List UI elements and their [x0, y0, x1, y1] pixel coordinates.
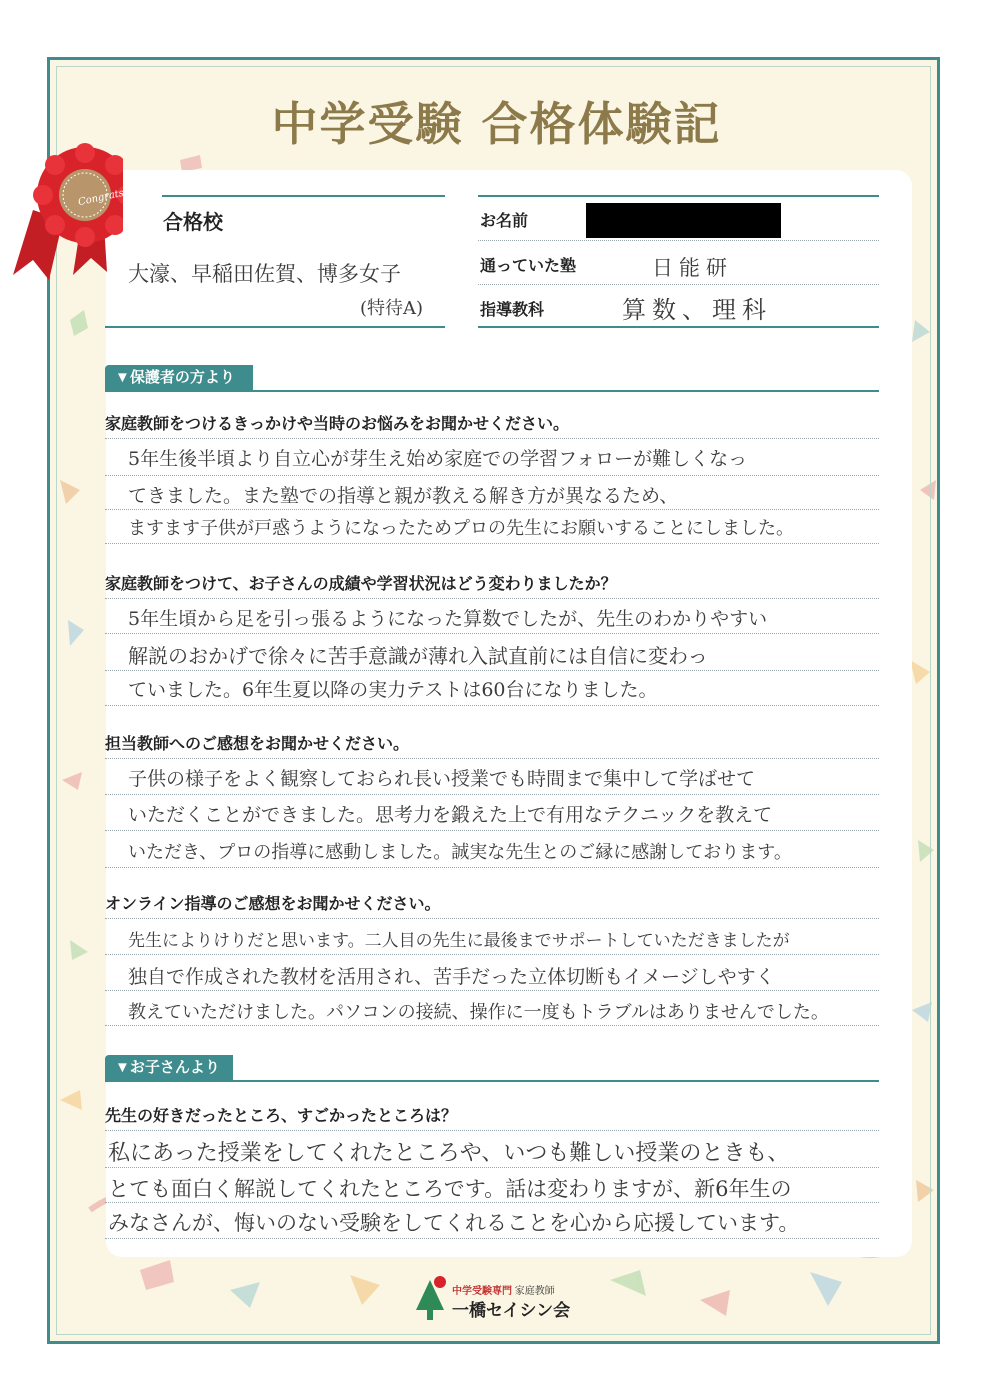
parent-q4-question: オンライン指導のご感想をお聞かせください。: [105, 896, 441, 913]
congrats-rosette-icon: [3, 90, 123, 280]
parent-q2-line: 5年生頃から足を引っ張るようになった算数でしたが、先生のわかりやすい: [128, 608, 768, 630]
parent-q4-line: 先生によりけりだと思います。二人目の先生に最後までサポートしていただきましたが: [128, 931, 790, 951]
child-q1-question: 先生の好きだったところ、すごかったところは？: [105, 1108, 458, 1125]
school-label: 合格校: [163, 212, 223, 234]
parent-q1-line: 5年生後半頃より自立心が芽生え始め家庭での学習フォローが難しくなっ: [128, 448, 748, 470]
parent-q2-question: 家庭教師をつけて、お子さんの成績や学習状況はどう変わりましたか？: [105, 576, 617, 593]
school-value-line2: (特待A): [360, 298, 424, 319]
parent-q4-line: 教えていただけました。パソコンの接続、操作に一度もトラブルはありませんでした。: [128, 1002, 829, 1023]
juku-rule: [478, 284, 879, 285]
juku-label: 通っていた塾: [480, 258, 577, 275]
child-q1-line: 私にあった授業をしてくれたところや、いつも難しい授業のときも、: [108, 1141, 790, 1166]
parent-q3-question: 担当教師へのご感想をお聞かせください。: [105, 736, 410, 753]
child-section-rule: [105, 1080, 879, 1082]
header-rule-top-right: [478, 195, 879, 197]
page-title: 中学受験 合格体験記: [271, 97, 722, 151]
name-rule: [478, 240, 879, 241]
content-card: [106, 170, 912, 1257]
child-section-tag: ▼お子さんより: [105, 1055, 233, 1081]
parent-q2-line: ていました。6年生夏以降の実力テストは60台になりました。: [128, 679, 658, 701]
parent-q3-line: いただき、プロの指導に感動しました。誠実な先生とのご縁に感謝しております。: [128, 842, 792, 863]
parent-q3-line: 子供の様子をよく観察しておられ長い授業でも時間まで集中して学ばせて: [128, 768, 756, 790]
seishin-logo-icon: [412, 1274, 450, 1322]
parent-q4-line: 独自で作成された教材を活用され、苦手だった立体切断もイメージしやすく: [128, 966, 775, 988]
parent-q2-line: 解説のおかげで徐々に苦手意識が薄れ入試直前には自信に変わっ: [128, 644, 708, 668]
name-redaction: [586, 203, 781, 238]
juku-value: 日能研: [652, 256, 733, 280]
logo-subtitle: 中学受験専門 家庭教師: [452, 1286, 555, 1297]
school-rule: [105, 326, 445, 328]
parent-q1-line: てきました。また塾での指導と親が教える解き方が異なるため、: [128, 485, 679, 507]
logo-name: 一橋セイシン会: [452, 1301, 571, 1320]
child-q1-line: とても面白く解説してくれたところです。話は変わりますが、新6年生の: [108, 1177, 792, 1201]
parent-q1-question: 家庭教師をつけるきっかけや当時のお悩みをお聞かせください。: [105, 416, 570, 433]
parent-section-tag: ▼保護者の方より: [105, 365, 253, 391]
rosette-text: Congrats!: [77, 186, 129, 209]
parent-section-rule: [105, 390, 879, 392]
header-rule-top-left: [162, 195, 445, 197]
child-q1-line: みなさんが、悔いのない受験をしてくれることを心から応援しています。: [108, 1211, 800, 1235]
parent-q3-line: いただくことができました。思考力を鍛えた上で有用なテクニックを教えて: [128, 804, 773, 826]
subject-value: 算数、理科: [622, 296, 772, 324]
subject-rule: [478, 326, 879, 328]
subject-label: 指導教科: [480, 302, 545, 319]
school-value-line1: 大濠、早稲田佐賀、博多女子: [128, 262, 401, 286]
name-label: お名前: [480, 213, 529, 230]
parent-q1-line: ますます子供が戸惑うようになったためプロの先生にお願いすることにしました。: [128, 518, 794, 539]
